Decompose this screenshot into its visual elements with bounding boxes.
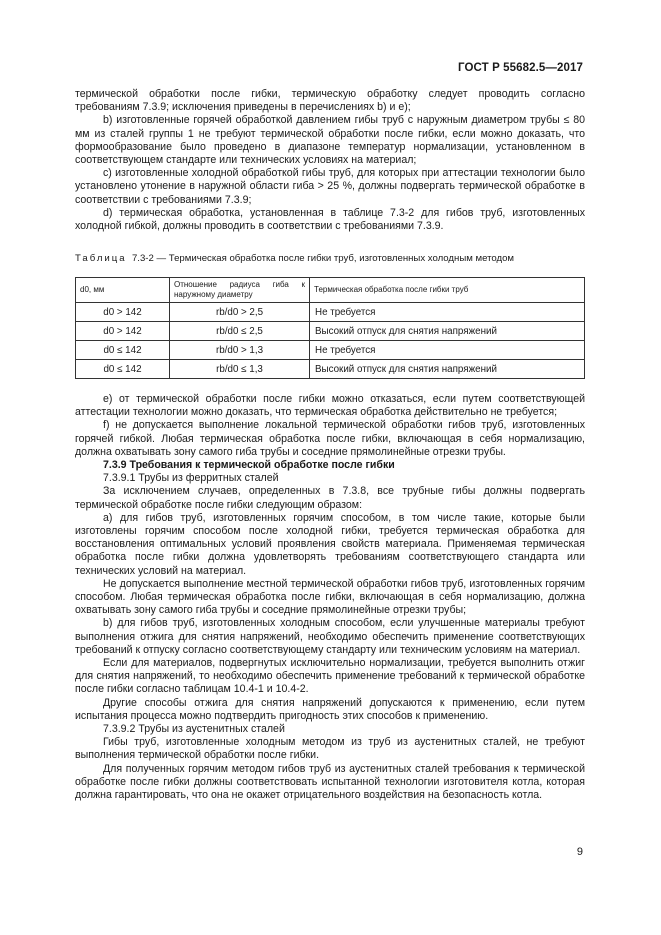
table-cell: d0 > 142: [76, 322, 170, 341]
table-cell: d0 > 142: [76, 303, 170, 322]
table-cell: Высокий отпуск для снятия напряжений: [310, 322, 585, 341]
table-cell: d0 ≤ 142: [76, 341, 170, 360]
column-header-treatment: Термическая обработка после гибки труб: [310, 278, 585, 303]
subsection-heading-7-3-9-2: 7.3.9.2 Трубы из аустенитных сталей: [103, 723, 285, 736]
top-paragraphs: [75, 88, 585, 233]
table-cell: d0 ≤ 142: [76, 360, 170, 379]
table-caption-label: Таблица: [75, 253, 127, 264]
page-number: 9: [576, 846, 583, 858]
paragraph-item-a: а) для гибов труб, изготовленных горячим способом, в том числе такие, которые были изготовлены горячим способом после холодной гибки, требуется термическая обработка для восстановления оптимальных условий проявления свойств материала. Применяемая термическая обработка после гибки должна удовлетворять требованиям соответствующего стандарта или технических условий на материал.: [75, 511, 585, 577]
paragraph: термической обработки после гибки, термическую обработку следует проводить согласно требованиям 7.3.9; исключения приведены в перечислениях b) и е);: [75, 88, 585, 114]
paragraph: Другие способы отжига для снятия напряжений допускаются к применению, если путем испытания процесса можно подтвердить пригодность этих способов к применению.: [75, 696, 585, 722]
table-caption-text: 7.3-2 — Термическая обработка после гибки труб, изготовленных холодным методом: [131, 253, 515, 264]
document-header: ГОСТ Р 55682.5—2017: [458, 62, 583, 74]
bottom-paragraphs: [75, 393, 585, 802]
paragraph-item-b: b) для гибов труб, изготовленных холодным способом, если улучшенные материалы требуют выполнения отжига для снятия напряжений, необходимо обеспечить применение соответствующих требований к отпуску согласно соответствующему стандарту или техническим условиям на материал.: [75, 617, 585, 656]
paragraph: Гибы труб, изготовленные холодным методом из труб из аустенитных сталей, не требуют выполнения термической обработки после гибки.: [75, 736, 585, 762]
table-cell: rb/d0 > 2,5: [170, 303, 310, 322]
section-heading-7-3-9: 7.3.9 Требования к термической обработке после гибки: [103, 459, 395, 472]
table-header-row: [76, 278, 585, 303]
table-row: [76, 322, 585, 341]
paragraph-item-d: d) термическая обработка, установленная в таблице 7.3-2 для гибов труб, изготовленных холодной гибкой, должны проводить в соответствии с требованиями 7.3.9.: [75, 206, 585, 233]
column-header-d0: d0, мм: [76, 278, 170, 303]
paragraph-item-f: f) не допускается выполнение локальной термической обработки гибов труб, изготовленных горячей гибкой. Любая термическая обработка после гибки, включающая в себя нормализацию, должна охватывать зону самого гиба трубы и соседние прямолинейные отрезки трубы.: [75, 419, 585, 458]
table-row: [76, 360, 585, 379]
table-section: [75, 252, 585, 379]
table-cell: rb/d0 ≤ 2,5: [170, 322, 310, 341]
paragraph: Для полученных горячим методом гибов труб из аустенитных сталей требования к термической обработке после гибки должны соответствовать испытанной технологии изготовителя котла, которая должна гарантировать, что она не окажет отрицательного воздействия на безопасность котла.: [75, 762, 585, 802]
table-cell: Не требуется: [310, 303, 585, 322]
table-cell: Не требуется: [310, 341, 585, 360]
paragraph: Если для материалов, подвергнутых исключительно нормализации, требуется выполнить отжиг для снятия напряжений, то необходимо обеспечить применение требований к термической обработке после гибки согласно таблицам 10.4-1 и 10.4-2.: [75, 657, 585, 696]
table-row: [76, 303, 585, 322]
table-cell: rb/d0 ≤ 1,3: [170, 360, 310, 379]
paragraph: За исключением случаев, определенных в 7.3.8, все трубные гибы должны подвергать термической обработке после гибки следующим образом:: [75, 485, 585, 511]
table-cell: rb/d0 > 1,3: [170, 341, 310, 360]
heat-treatment-table: [75, 277, 585, 379]
table-cell: Высокий отпуск для снятия напряжений: [310, 360, 585, 379]
column-header-ratio: Отношение радиуса гиба к наружному диаметру: [170, 278, 310, 303]
paragraph: Не допускается выполнение местной термической обработки гибов труб, изготовленных горячим способом. Любая термическая обработка после гибки, включающая в себя нормализацию, должна охватывать зону самого гиба трубы и соседние прямолинейные отрезки трубы;: [75, 577, 585, 617]
paragraph-item-b: b) изготовленные горячей обработкой давлением гибы труб с наружным диаметром трубы ≤ 80 мм из сталей группы 1 не требуют термической обработки после гибки, если можно доказать, что формообразование было проведено в диапазоне температур нормализации, установленном в соответствующем стандарте или технических условиях на материал;: [75, 114, 585, 167]
paragraph-item-e: е) от термической обработки после гибки можно отказаться, если путем соответствующей аттестации технологии можно доказать, что термическая обработка действительно не требуется;: [75, 393, 585, 419]
table-caption: [75, 252, 585, 265]
subsection-heading-7-3-9-1: 7.3.9.1 Трубы из ферритных сталей: [103, 472, 279, 485]
table-row: [76, 341, 585, 360]
paragraph-item-c: с) изготовленные холодной обработкой гибы труб, для которых при аттестации технологии было установлено утонение в наружной области гиба > 25 %, должны подвергать термической обработке в соответствии с требованиями 7.3.9;: [75, 167, 585, 206]
